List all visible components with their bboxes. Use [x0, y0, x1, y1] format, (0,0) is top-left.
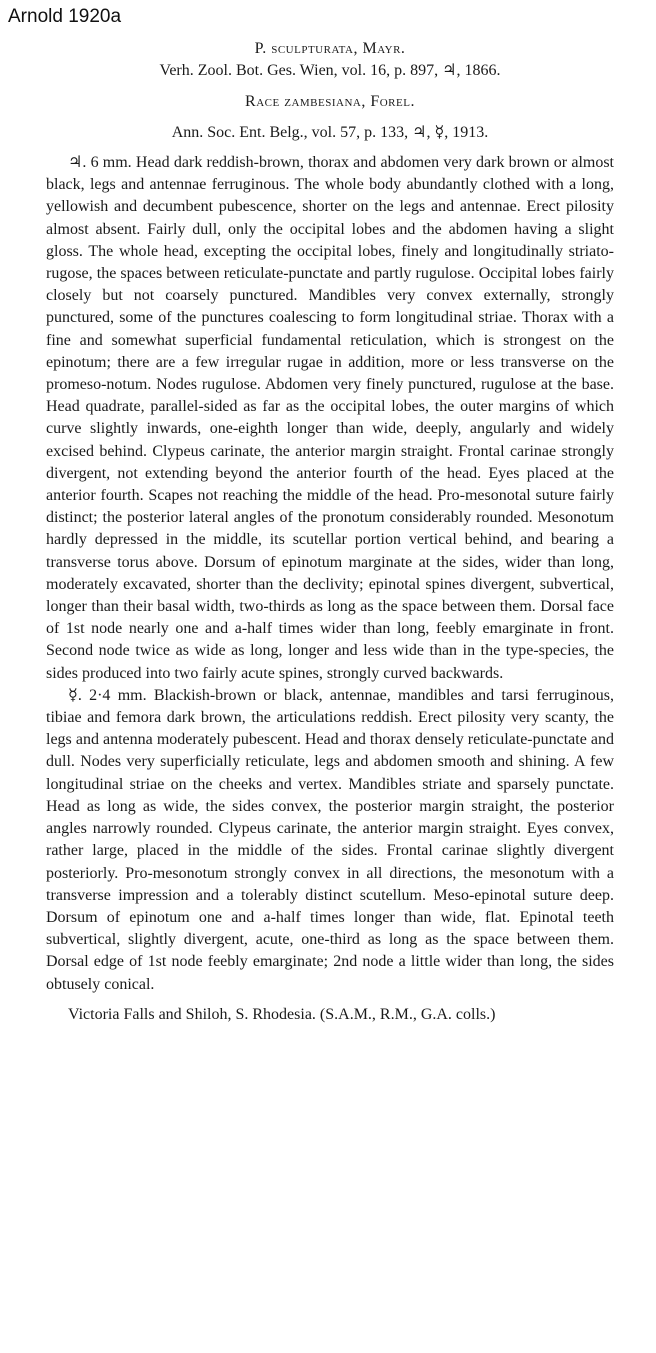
locality-record: Victoria Falls and Shiloh, S. Rhodesia. (S.A.M., R.M., G.A. colls.) — [68, 1005, 496, 1023]
race-heading: Race zambesiana, Forel. — [245, 93, 415, 110]
race-citation: Ann. Soc. Ent. Belg., vol. 57, p. 133, ♃, ☿, 1913. — [171, 124, 489, 141]
document-page — [46, 30, 614, 1026]
species-citation: Verh. Zool. Bot. Ges. Wien, vol. 16, p. 897, ♃, 1866. — [159, 62, 501, 79]
species-heading: P. sculpturata, Mayr. — [254, 40, 406, 57]
worker-description: ☿. 2·4 mm. Blackish-brown or black, antennae, mandibles and tarsi ferruginous, tibiae and femora dark brown, the articulations reddish. Erect pilosity very scanty, the legs and antenna moderately pubescent. Head and thorax densely reticulate-punctate and dull. Nodes very superficially reticulate, legs and abdomen smooth and shining. A few longitudinal striae on the cheeks and vertex. Mandibles striate and sparsely punctate. Head as long as wide, the sides convex, the posterior margin straight, the posterior angles narrowly rounded. Clypeus carinate, the anterior margin straight. Eyes convex, rather large, placed in the middle of the sides. Frontal carinae slightly divergent posteriorly. Pro-mesonotum strongly convex in all directions, the mesonotum with a transverse impression and a tolerably distinct scutellum. Meso-epinotal suture deep. Dorsum of epinotum one and a-half times longer than wide, flat. Epinotal teeth subvertical, slightly divergent, acute, one-third as long as the space between them. Dorsal edge of 1st node feebly emarginate; 2nd node a little wider than long, the sides obtusely conical. — [46, 686, 614, 993]
soldier-description: ♃. 6 mm. Head dark reddish-brown, thorax and abdomen very dark brown or almost black, legs and antennae ferruginous. The whole body abundantly clothed with a long, yellowish and decumbent pubescence, shorter on the legs and antennae. Erect pilosity almost absent. Fairly dull, only the occipital lobes and the abdomen having a slight gloss. The whole head, excepting the occipital lobes, finely and longitudinally striato-rugose, the spaces between reticulate-punctate and partly rugulose. Occipital lobes fairly closely but not coarsely punctured. Mandibles very convex externally, strongly punctured, some of the punctures coalescing to form longitudinal striae. Thorax with a fine and somewhat superficial fundamental reticulation, which is strongest on the epinotum; there are a few irregular rugae in addition, more or less transverse on the promeso-notum. Nodes rugulose. Abdomen very finely punctured, rugulose at the base. Head quadrate, parallel-sided as far as the occipital lobes, the outer margins of which curve slightly inwards, one-eighth longer than wide, deeply, angularly and widely excised behind. Clypeus carinate, the anterior margin straight. Frontal carinae strongly divergent, not extending beyond the anterior fourth of the head. Eyes placed at the anterior fourth. Scapes not reaching the middle of the head. Pro-mesonotal suture fairly distinct; the posterior lateral angles of the pronotum considerably rounded. Mesonotum hardly depressed in the middle, its scutellar portion vertical behind, and bearing a transverse torus above. Dorsum of epinotum marginate at the sides, wider than long, moderately excavated, shorter than the declivity; epinotal spines divergent, subvertical, longer than their basal width, two-thirds as long as the space between them. Dorsal face of 1st node nearly one and a-half times wider than long, feebly emarginate in front. Second node twice as wide as long, longer and less wide than in the type-species, the sides produced into two fairly acute spines, strongly curved backwards. — [46, 154, 614, 682]
source-tag: Arnold 1920a — [8, 6, 122, 27]
